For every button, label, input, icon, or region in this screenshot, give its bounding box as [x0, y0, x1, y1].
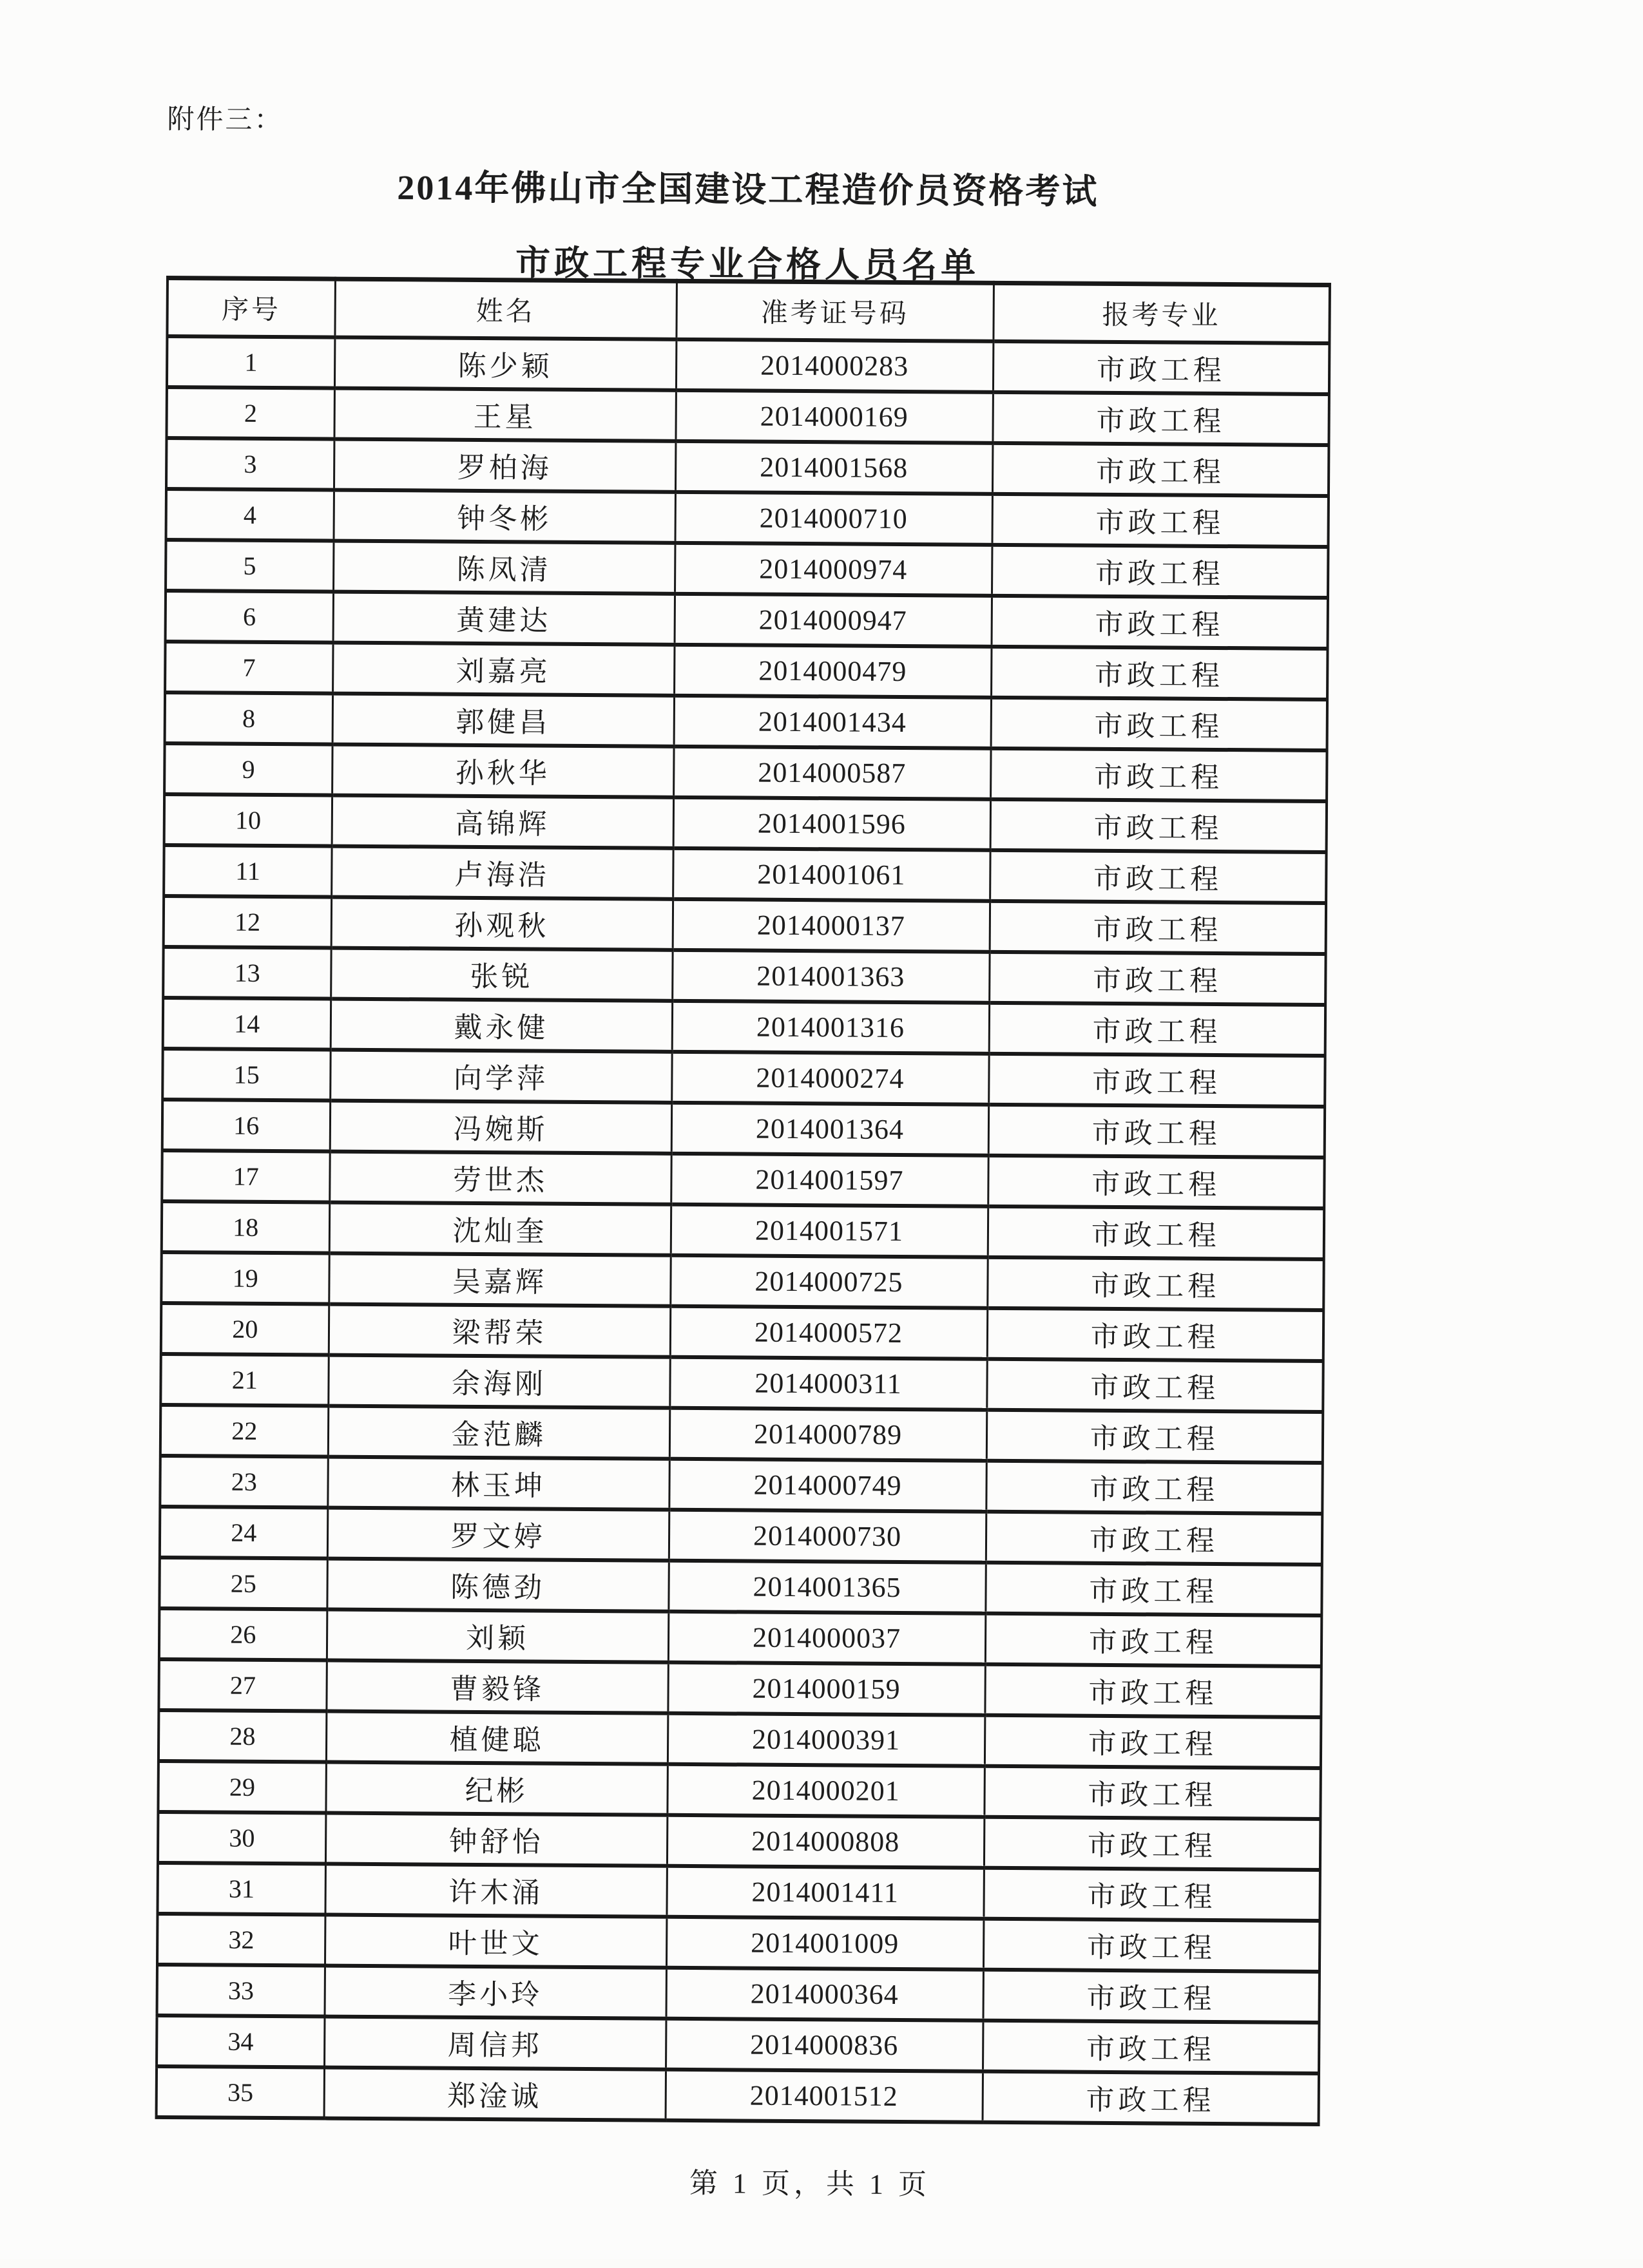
- major-cell: 市政工程: [992, 595, 1328, 648]
- major-cell: 市政工程: [983, 2020, 1319, 2073]
- table-row: [165, 641, 1327, 699]
- major-cell: 市政工程: [992, 443, 1329, 495]
- major-cell: 市政工程: [991, 646, 1327, 699]
- name-cell: 王星: [334, 388, 675, 441]
- name-cell: 陈德劲: [327, 1558, 668, 1611]
- document-title-line1: 2014年佛山市全国建设工程造价员资格考试: [167, 158, 1329, 215]
- major-cell: 市政工程: [983, 1867, 1320, 1920]
- admission-ticket-cell: 2014000749: [669, 1458, 986, 1511]
- name-cell: 许木涌: [325, 1863, 666, 1916]
- major-cell: 市政工程: [989, 951, 1325, 1004]
- major-cell: 市政工程: [990, 799, 1327, 852]
- table-row: [165, 692, 1327, 750]
- table-row: [163, 946, 1325, 1004]
- page-number-footer: 第 1 页，共 1 页: [0, 2155, 1631, 2207]
- attachment-label: 附件三：: [167, 98, 283, 137]
- serial-number-cell: 21: [160, 1353, 328, 1406]
- major-cell: 市政工程: [988, 1206, 1324, 1259]
- table-row: [162, 1099, 1325, 1157]
- qualified-personnel-table: [155, 276, 1331, 2126]
- serial-number-cell: 17: [162, 1150, 329, 1202]
- table-row: [157, 2066, 1319, 2124]
- table-body: [157, 336, 1330, 2124]
- admission-ticket-cell: 2014000274: [671, 1051, 988, 1104]
- major-cell: 市政工程: [992, 493, 1328, 546]
- serial-number-cell: 22: [160, 1404, 328, 1456]
- table-row: [161, 1252, 1323, 1310]
- major-cell: 市政工程: [986, 1511, 1322, 1564]
- serial-number-cell: 8: [165, 692, 332, 744]
- table-row: [162, 1048, 1325, 1106]
- major-cell: 市政工程: [993, 341, 1329, 394]
- major-cell: 市政工程: [984, 1816, 1320, 1869]
- serial-number-cell: 9: [164, 743, 332, 795]
- name-cell: 孙观秋: [331, 897, 673, 949]
- name-cell: 植健聪: [326, 1711, 668, 1764]
- major-cell: 市政工程: [991, 697, 1327, 750]
- name-cell: 刘嘉亮: [332, 642, 674, 695]
- serial-number-cell: 32: [157, 1913, 325, 1965]
- major-cell: 市政工程: [990, 901, 1326, 953]
- admission-ticket-cell: 2014001061: [673, 848, 990, 901]
- serial-number-cell: 24: [160, 1506, 327, 1558]
- admission-ticket-cell: 2014000710: [675, 491, 992, 544]
- admission-ticket-cell: 2014001512: [666, 2069, 983, 2122]
- admission-ticket-cell: 2014000572: [670, 1306, 987, 1358]
- admission-ticket-cell: 2014000201: [667, 1764, 984, 1816]
- serial-number-cell: 27: [159, 1659, 326, 1711]
- major-cell: 市政工程: [987, 1257, 1323, 1310]
- serial-number-cell: 14: [163, 997, 331, 1049]
- name-cell: 周信邦: [324, 2016, 666, 2069]
- serial-number-cell: 19: [161, 1252, 329, 1304]
- serial-number-cell: 28: [159, 1710, 326, 1762]
- name-cell: 孙秋华: [332, 744, 673, 797]
- admission-ticket-cell: 2014000836: [666, 2018, 983, 2071]
- serial-number-cell: 1: [167, 336, 334, 388]
- admission-ticket-cell: 2014001364: [671, 1102, 988, 1155]
- table-row: [158, 1760, 1320, 1818]
- admission-ticket-cell: 2014001571: [671, 1204, 988, 1257]
- admission-ticket-cell: 2014001568: [675, 441, 992, 493]
- table-row: [159, 1557, 1321, 1615]
- name-cell: 林玉坤: [327, 1456, 669, 1509]
- table-row: [164, 794, 1327, 852]
- table-header-row: [167, 278, 1330, 343]
- admission-ticket-cell: 2014000391: [668, 1713, 985, 1766]
- admission-ticket-cell: 2014000169: [675, 390, 992, 443]
- name-cell: 卢海浩: [331, 846, 673, 899]
- table-row: [157, 1862, 1320, 1920]
- serial-number-cell: 16: [162, 1099, 330, 1151]
- admission-ticket-cell: 2014000725: [670, 1255, 987, 1308]
- serial-number-cell: 3: [166, 437, 334, 490]
- name-cell: 罗柏海: [334, 439, 675, 491]
- serial-number-cell: 18: [162, 1201, 329, 1253]
- name-cell: 金范麟: [328, 1406, 669, 1458]
- admission-ticket-cell: 2014000283: [676, 339, 993, 392]
- major-cell: 市政工程: [985, 1715, 1321, 1768]
- serial-number-cell: 35: [157, 2066, 324, 2118]
- serial-number-cell: 2: [166, 386, 334, 439]
- table-row: [166, 488, 1329, 546]
- table-row: [164, 895, 1326, 953]
- name-cell: 沈灿奎: [329, 1202, 671, 1255]
- serial-number-cell: 4: [166, 488, 334, 540]
- column-header: 序号: [167, 278, 335, 337]
- name-cell: 郭健昌: [332, 693, 674, 746]
- admission-ticket-cell: 2014000037: [668, 1611, 985, 1664]
- table-row: [161, 1302, 1323, 1360]
- serial-number-cell: 10: [164, 794, 332, 846]
- admission-ticket-cell: 2014000587: [673, 746, 990, 799]
- table-row: [160, 1404, 1323, 1462]
- admission-ticket-cell: 2014000311: [669, 1357, 986, 1409]
- column-header: 姓名: [334, 279, 677, 339]
- table-row: [163, 997, 1325, 1055]
- name-cell: 曹毅锋: [326, 1660, 668, 1713]
- admission-ticket-cell: 2014000137: [673, 899, 990, 951]
- name-cell: 向学萍: [330, 1049, 671, 1102]
- serial-number-cell: 13: [163, 946, 331, 998]
- name-cell: 戴永健: [331, 998, 672, 1051]
- name-cell: 纪彬: [325, 1762, 667, 1815]
- table-row: [157, 1913, 1320, 1971]
- table-row: [157, 2015, 1319, 2073]
- table-row: [162, 1201, 1324, 1259]
- admission-ticket-cell: 2014000730: [669, 1509, 986, 1562]
- major-cell: 市政工程: [989, 1002, 1325, 1055]
- admission-ticket-cell: 2014000808: [667, 1815, 984, 1867]
- name-cell: 张锐: [331, 948, 672, 1000]
- admission-ticket-cell: 2014000159: [668, 1662, 985, 1715]
- major-cell: 市政工程: [985, 1562, 1321, 1615]
- admission-ticket-cell: 2014000947: [675, 593, 992, 646]
- name-cell: 黄建达: [333, 591, 675, 644]
- serial-number-cell: 7: [165, 641, 332, 693]
- table-row: [164, 743, 1327, 801]
- document-title-line2: 市政工程专业合格人员名单: [166, 233, 1329, 290]
- serial-number-cell: 12: [164, 895, 331, 948]
- table-row: [157, 1964, 1320, 2022]
- admission-ticket-cell: 2014001411: [666, 1865, 983, 1918]
- major-cell: 市政工程: [986, 1409, 1323, 1462]
- table-row: [160, 1353, 1323, 1411]
- admission-ticket-cell: 2014001363: [672, 949, 989, 1002]
- admission-ticket-cell: 2014001009: [666, 1916, 983, 1969]
- serial-number-cell: 23: [160, 1455, 327, 1507]
- major-cell: 市政工程: [990, 748, 1327, 801]
- name-cell: 刘颖: [327, 1609, 668, 1662]
- major-cell: 市政工程: [988, 1053, 1325, 1106]
- major-cell: 市政工程: [988, 1104, 1325, 1157]
- table-row: [166, 386, 1329, 444]
- table-row: [159, 1659, 1321, 1717]
- table-row: [160, 1506, 1322, 1564]
- serial-number-cell: 30: [158, 1811, 325, 1863]
- admission-ticket-cell: 2014001597: [671, 1153, 988, 1206]
- name-cell: 陈凤清: [333, 540, 675, 593]
- admission-ticket-cell: 2014000789: [669, 1407, 986, 1460]
- serial-number-cell: 31: [157, 1862, 325, 1914]
- serial-number-cell: 15: [162, 1048, 330, 1100]
- serial-number-cell: 25: [159, 1557, 327, 1609]
- admission-ticket-cell: 2014001316: [672, 1000, 989, 1053]
- table-row: [159, 1710, 1321, 1768]
- major-cell: 市政工程: [987, 1308, 1323, 1360]
- major-cell: 市政工程: [985, 1613, 1321, 1666]
- major-cell: 市政工程: [983, 1969, 1319, 2022]
- name-cell: 劳世杰: [329, 1151, 671, 1204]
- admission-ticket-cell: 2014000479: [674, 644, 991, 697]
- name-cell: 罗文婷: [327, 1507, 669, 1560]
- serial-number-cell: 5: [166, 539, 333, 591]
- admission-ticket-cell: 2014001434: [674, 695, 991, 748]
- major-cell: 市政工程: [990, 850, 1326, 902]
- table-row: [164, 844, 1326, 902]
- major-cell: 市政工程: [992, 392, 1329, 444]
- serial-number-cell: 29: [158, 1760, 325, 1813]
- column-header: 准考证号码: [676, 281, 994, 341]
- table-row: [159, 1608, 1321, 1666]
- column-header: 报考专业: [993, 283, 1330, 343]
- admission-ticket-cell: 2014001596: [673, 797, 990, 850]
- serial-number-cell: 6: [166, 590, 333, 642]
- serial-number-cell: 33: [157, 1964, 325, 2016]
- table-row: [167, 336, 1329, 394]
- major-cell: 市政工程: [985, 1664, 1321, 1717]
- name-cell: 吴嘉辉: [329, 1253, 670, 1306]
- admission-ticket-cell: 2014000974: [675, 542, 992, 595]
- name-cell: 叶世文: [325, 1914, 666, 1967]
- table-row: [166, 539, 1328, 597]
- serial-number-cell: 11: [164, 844, 331, 897]
- admission-ticket-cell: 2014001365: [668, 1560, 985, 1613]
- major-cell: 市政工程: [983, 1918, 1320, 1971]
- table-row: [162, 1150, 1324, 1208]
- serial-number-cell: 26: [159, 1608, 327, 1660]
- major-cell: 市政工程: [983, 2071, 1319, 2124]
- name-cell: 郑淦诚: [324, 2067, 666, 2120]
- major-cell: 市政工程: [992, 544, 1328, 597]
- name-cell: 高锦辉: [332, 795, 673, 848]
- name-cell: 陈少颖: [334, 337, 676, 390]
- table-row: [166, 437, 1329, 495]
- admission-ticket-cell: 2014000364: [666, 1967, 983, 2020]
- table-row: [160, 1455, 1322, 1513]
- serial-number-cell: 34: [157, 2015, 324, 2067]
- major-cell: 市政工程: [986, 1460, 1322, 1513]
- table-row: [166, 590, 1328, 648]
- name-cell: 钟舒怡: [325, 1813, 667, 1865]
- name-cell: 余海刚: [328, 1355, 669, 1407]
- name-cell: 钟冬彬: [334, 490, 675, 542]
- major-cell: 市政工程: [986, 1358, 1323, 1411]
- major-cell: 市政工程: [988, 1155, 1324, 1208]
- serial-number-cell: 20: [161, 1302, 329, 1355]
- name-cell: 冯婉斯: [330, 1100, 671, 1153]
- name-cell: 李小玲: [325, 1965, 666, 2018]
- name-cell: 梁帮荣: [329, 1304, 670, 1357]
- major-cell: 市政工程: [984, 1766, 1320, 1818]
- table-row: [158, 1811, 1320, 1869]
